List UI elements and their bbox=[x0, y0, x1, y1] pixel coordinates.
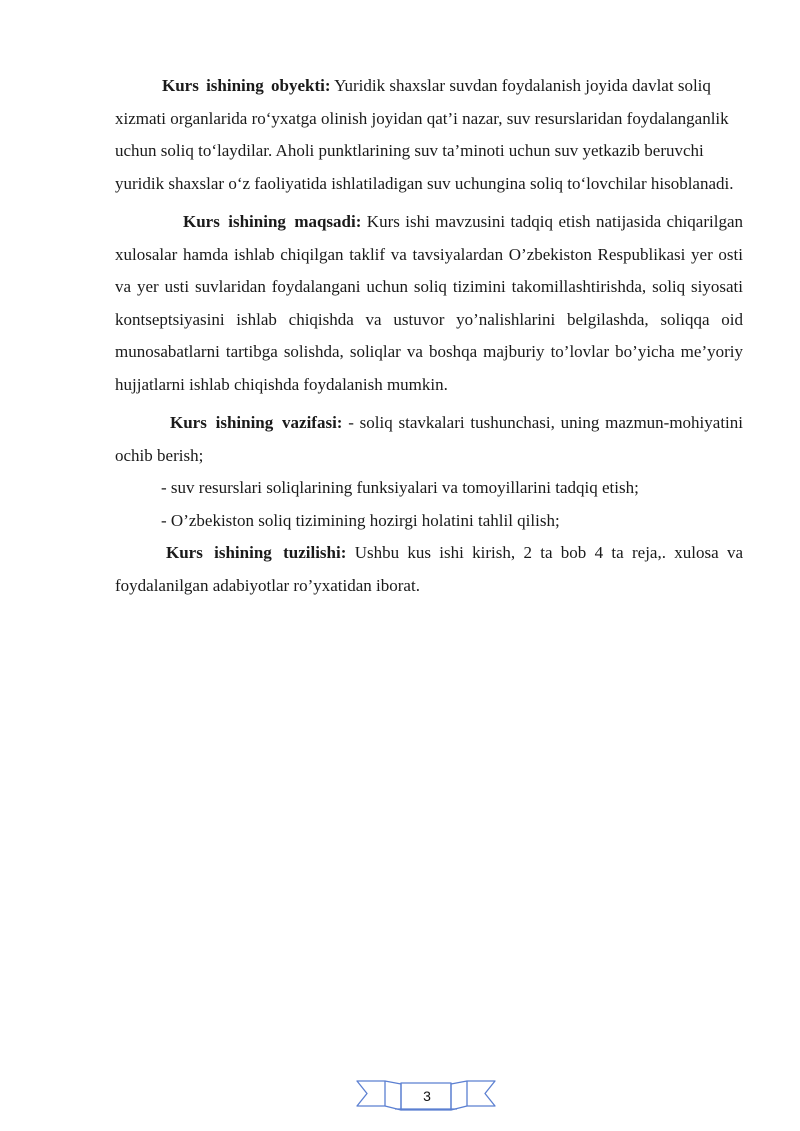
paragraph-structure bbox=[115, 537, 743, 602]
paragraph-object-text: Yuridik shaxslar suvdan foydalanish joyida davlat soliq xizmati organlarida ro‘yxatga olinish joyidan qat’i nazar, suv resurslaridan foydalanganlik uchun soliq to‘laydilar. Aholi punktlarining suv ta’minoti uchun suv yetkazib beruvchi yuridik shaxslar o‘z faoliyatida ishlatiladigan suv uchungina soliq to‘lovchilar hisoblanadi. bbox=[115, 76, 734, 193]
paragraph-tasks-text: - soliq stavkalari tushunchasi, uning mazmun-mohiyatini ochib berish; bbox=[115, 413, 743, 465]
paragraph-object bbox=[115, 70, 743, 200]
page-number: 3 bbox=[423, 1088, 431, 1104]
paragraph-structure-text: Ushbu kus ishi kirish, 2 ta bob 4 ta reja,. xulosa va foydalanilgan adabiyotlar ro’yxatidan iborat. bbox=[115, 543, 743, 595]
paragraph-structure-heading: Kurs ishining tuzilishi: bbox=[166, 543, 347, 562]
paragraph-tasks-heading: Kurs ishining vazifasi: bbox=[170, 413, 343, 432]
task-item: - suv resurslari soliqlarining funksiyalari va tomoyillarini tadqiq etish; bbox=[161, 478, 639, 497]
paragraph-goal bbox=[115, 206, 743, 401]
document-body bbox=[115, 70, 743, 602]
paragraph-goal-text: Kurs ishi mavzusini tadqiq etish natijasida chiqarilgan xulosalar hamda ishlab chiqilgan taklif va tavsiyalardan O’zbekiston Respublikasi yer osti va yer usti suvlaridan foydalangani uchun soliq tizimini takomillashtirishda, soliq siyosati kontseptsiyasini ishlab chiqishda va ustuvor yo’nalishlarini belgilashda, soliqqa oid munosabatlarni tartibga solishda, soliqlar va boshqa majburiy to’lovlar bo’yicha me’yoriy hujjatlarni ishlab chiqishda foydalanish mumkin. bbox=[115, 212, 743, 394]
paragraph-goal-heading: Kurs ishining maqsadi: bbox=[183, 212, 362, 231]
task-item: - O’zbekiston soliq tizimining hozirgi holatini tahlil qilish; bbox=[161, 510, 560, 530]
page-number-ribbon bbox=[355, 1076, 497, 1116]
paragraph-tasks bbox=[115, 407, 743, 472]
paragraph-object-heading: Kurs ishining obyekti: bbox=[162, 76, 331, 95]
